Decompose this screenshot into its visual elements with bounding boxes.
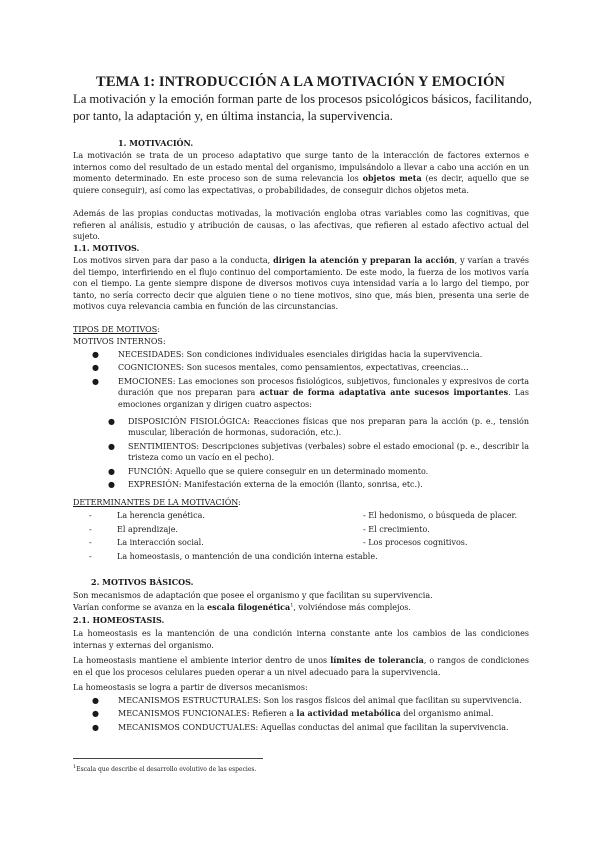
section-2-heading: 2. MOTIVOS BÁSICOS.: [91, 577, 194, 587]
section-2-1-paragraph-2: La homeostasis mantiene el ambiente interior dentro de unos límites de tolerancia, o rangos de condiciones en el que los procesos celulares pueden operar a un nivel adecuado para la supervivencia.: [73, 655, 529, 677]
list-item: ● FUNCIÓN: Aquello que se quiere conseguir en un determinado momento.: [108, 466, 429, 476]
section-2-1-paragraph-3: La homeostasis se logra a partir de diversos mecanismos:: [73, 683, 308, 692]
intro-paragraph: La motivación y la emoción forman parte de los procesos psicológicos básicos, facilitando, por tanto, la adaptación y, en última instancia, la supervivencia.: [73, 92, 532, 123]
section-1-heading: 1. MOTIVACIÓN.: [118, 138, 194, 148]
list-item: ● MECANISMOS ESTRUCTURALES: Son los rasgos físicos del animal que facilitan su supervivencia.: [92, 696, 522, 705]
list-item: - La homeostasis, o mantención de una condición interna estable.: [89, 551, 378, 561]
list-item: ● EXPRESIÓN: Manifestación externa de la emoción (llanto, sonrisa, etc.).: [108, 480, 423, 490]
section-2-paragraph-2: Varían conforme se avanza en la escala filogenética$^1$, volviéndose más complejos.: [73, 602, 411, 612]
section-2-1-paragraph-1: La homeostasis es la mantención de una condición interna constante ante los cambios de las condiciones internas y externas del organismo.: [73, 629, 529, 650]
list-item: ● MECANISMOS FUNCIONALES: Refieren a la actividad metabólica del organismo animal.: [92, 708, 494, 719]
determinantes-list: [73, 509, 529, 563]
section-1-paragraph-1: La motivación se trata de un proceso adaptativo que surge tanto de la interacción de factores externos e internos como del resultado de un estado mental del organismo, impulsándolo a llevar a cabo una acción en un momento determinado. En este proceso son de suma relevancia los objetos meta (es decir, aquello que se quiere conseguir), así como las expectativas, o probabilidades, de conseguir dichos objetos meta.: [73, 151, 529, 195]
section-2-1-heading: 2.1. HOMEOSTASIS.: [73, 615, 165, 625]
list-item: - La interacción social. - Los procesos cognitivos.: [89, 538, 468, 547]
footnote-divider: [73, 758, 263, 759]
list-item: ● COGNICIONES: Son sucesos mentales, como pensamientos, expectativas, creencias…: [92, 363, 469, 373]
list-item: - El aprendizaje. - El crecimiento.: [89, 524, 430, 534]
section-1-paragraph-2: Además de las propias conductas motivadas, la motivación engloba otras variables como las cognitivas, que refieren al análisis, estudio y atribución de causas, o las afectivas, que refieren al estado afectivo actual del sujeto.: [73, 209, 529, 242]
emociones-aspects-list: [73, 416, 529, 490]
page-title: TEMA 1: INTRODUCCIÓN A LA MOTIVACIÓN Y EMOCIÓN: [96, 74, 505, 90]
footnote-ref[interactable]: 1: [290, 602, 294, 609]
motivos-internos-heading: MOTIVOS INTERNOS:: [73, 337, 166, 346]
list-item: ● EMOCIONES: Las emociones son procesos fisiológicos, subjetivos, funcionales y expresivos de corta duración que nos preparan para actuar de forma adaptativa ante sucesos importantes. Las emociones organizan y dirigen cuatro aspectos:: [92, 376, 529, 409]
tipos-de-motivos-heading: TIPOS DE MOTIVOS:: [73, 325, 160, 334]
list-item: ● NECESIDADES: Son condiciones individuales esenciales dirigidas hacia la supervivencia.: [92, 350, 483, 359]
section-2-paragraph-1: Son mecanismos de adaptación que posee el organismo y que facilitan su supervivencia.: [73, 591, 433, 600]
list-item: ● SENTIMIENTOS: Descripciones subjetivas (verbales) sobre el estado emocional (p. e., describir la tristeza como un vacío en el pecho).: [108, 441, 529, 463]
mecanismos-list: [73, 695, 529, 733]
section-1-1-paragraph: Los motivos sirven para dar paso a la conducta, dirigen la atención y preparan la acción, y varían a través del tiempo, interfiriendo en el flujo continuo del comportamiento. De este modo, la fuerza de los motivos varía con el tiempo. La gente siempre dispone de diversos motivos cuya intensidad varía a lo largo del tiempo, por tanto, no sería correcto decir que alguien tiene o no tiene motivos, sino que, más bien, presenta una serie de motivos cuya relevancia cambia en función de las circunstancias.: [73, 255, 529, 312]
footnote: $^1$Escala que describe el desarrollo evolutivo de las especies.: [73, 764, 257, 773]
section-1-1-heading: 1.1. MOTIVOS.: [73, 243, 140, 253]
determinantes-heading: DETERMINANTES DE LA MOTIVACIÓN:: [73, 498, 241, 507]
list-item: - La herencia genética. - El hedonismo, o búsqueda de placer.: [89, 511, 518, 520]
list-item: ● MECANISMOS CONDUCTUALES: Aquellas conductas del animal que facilitan la supervivencia.: [92, 722, 509, 732]
motivos-internos-list: [73, 349, 529, 410]
list-item: ● DISPOSICIÓN FISIOLÓGICA: Reacciones físicas que nos preparan para la acción (p. e., tensión muscular, liberación de hormonas, sudoración, etc.).: [108, 417, 529, 438]
